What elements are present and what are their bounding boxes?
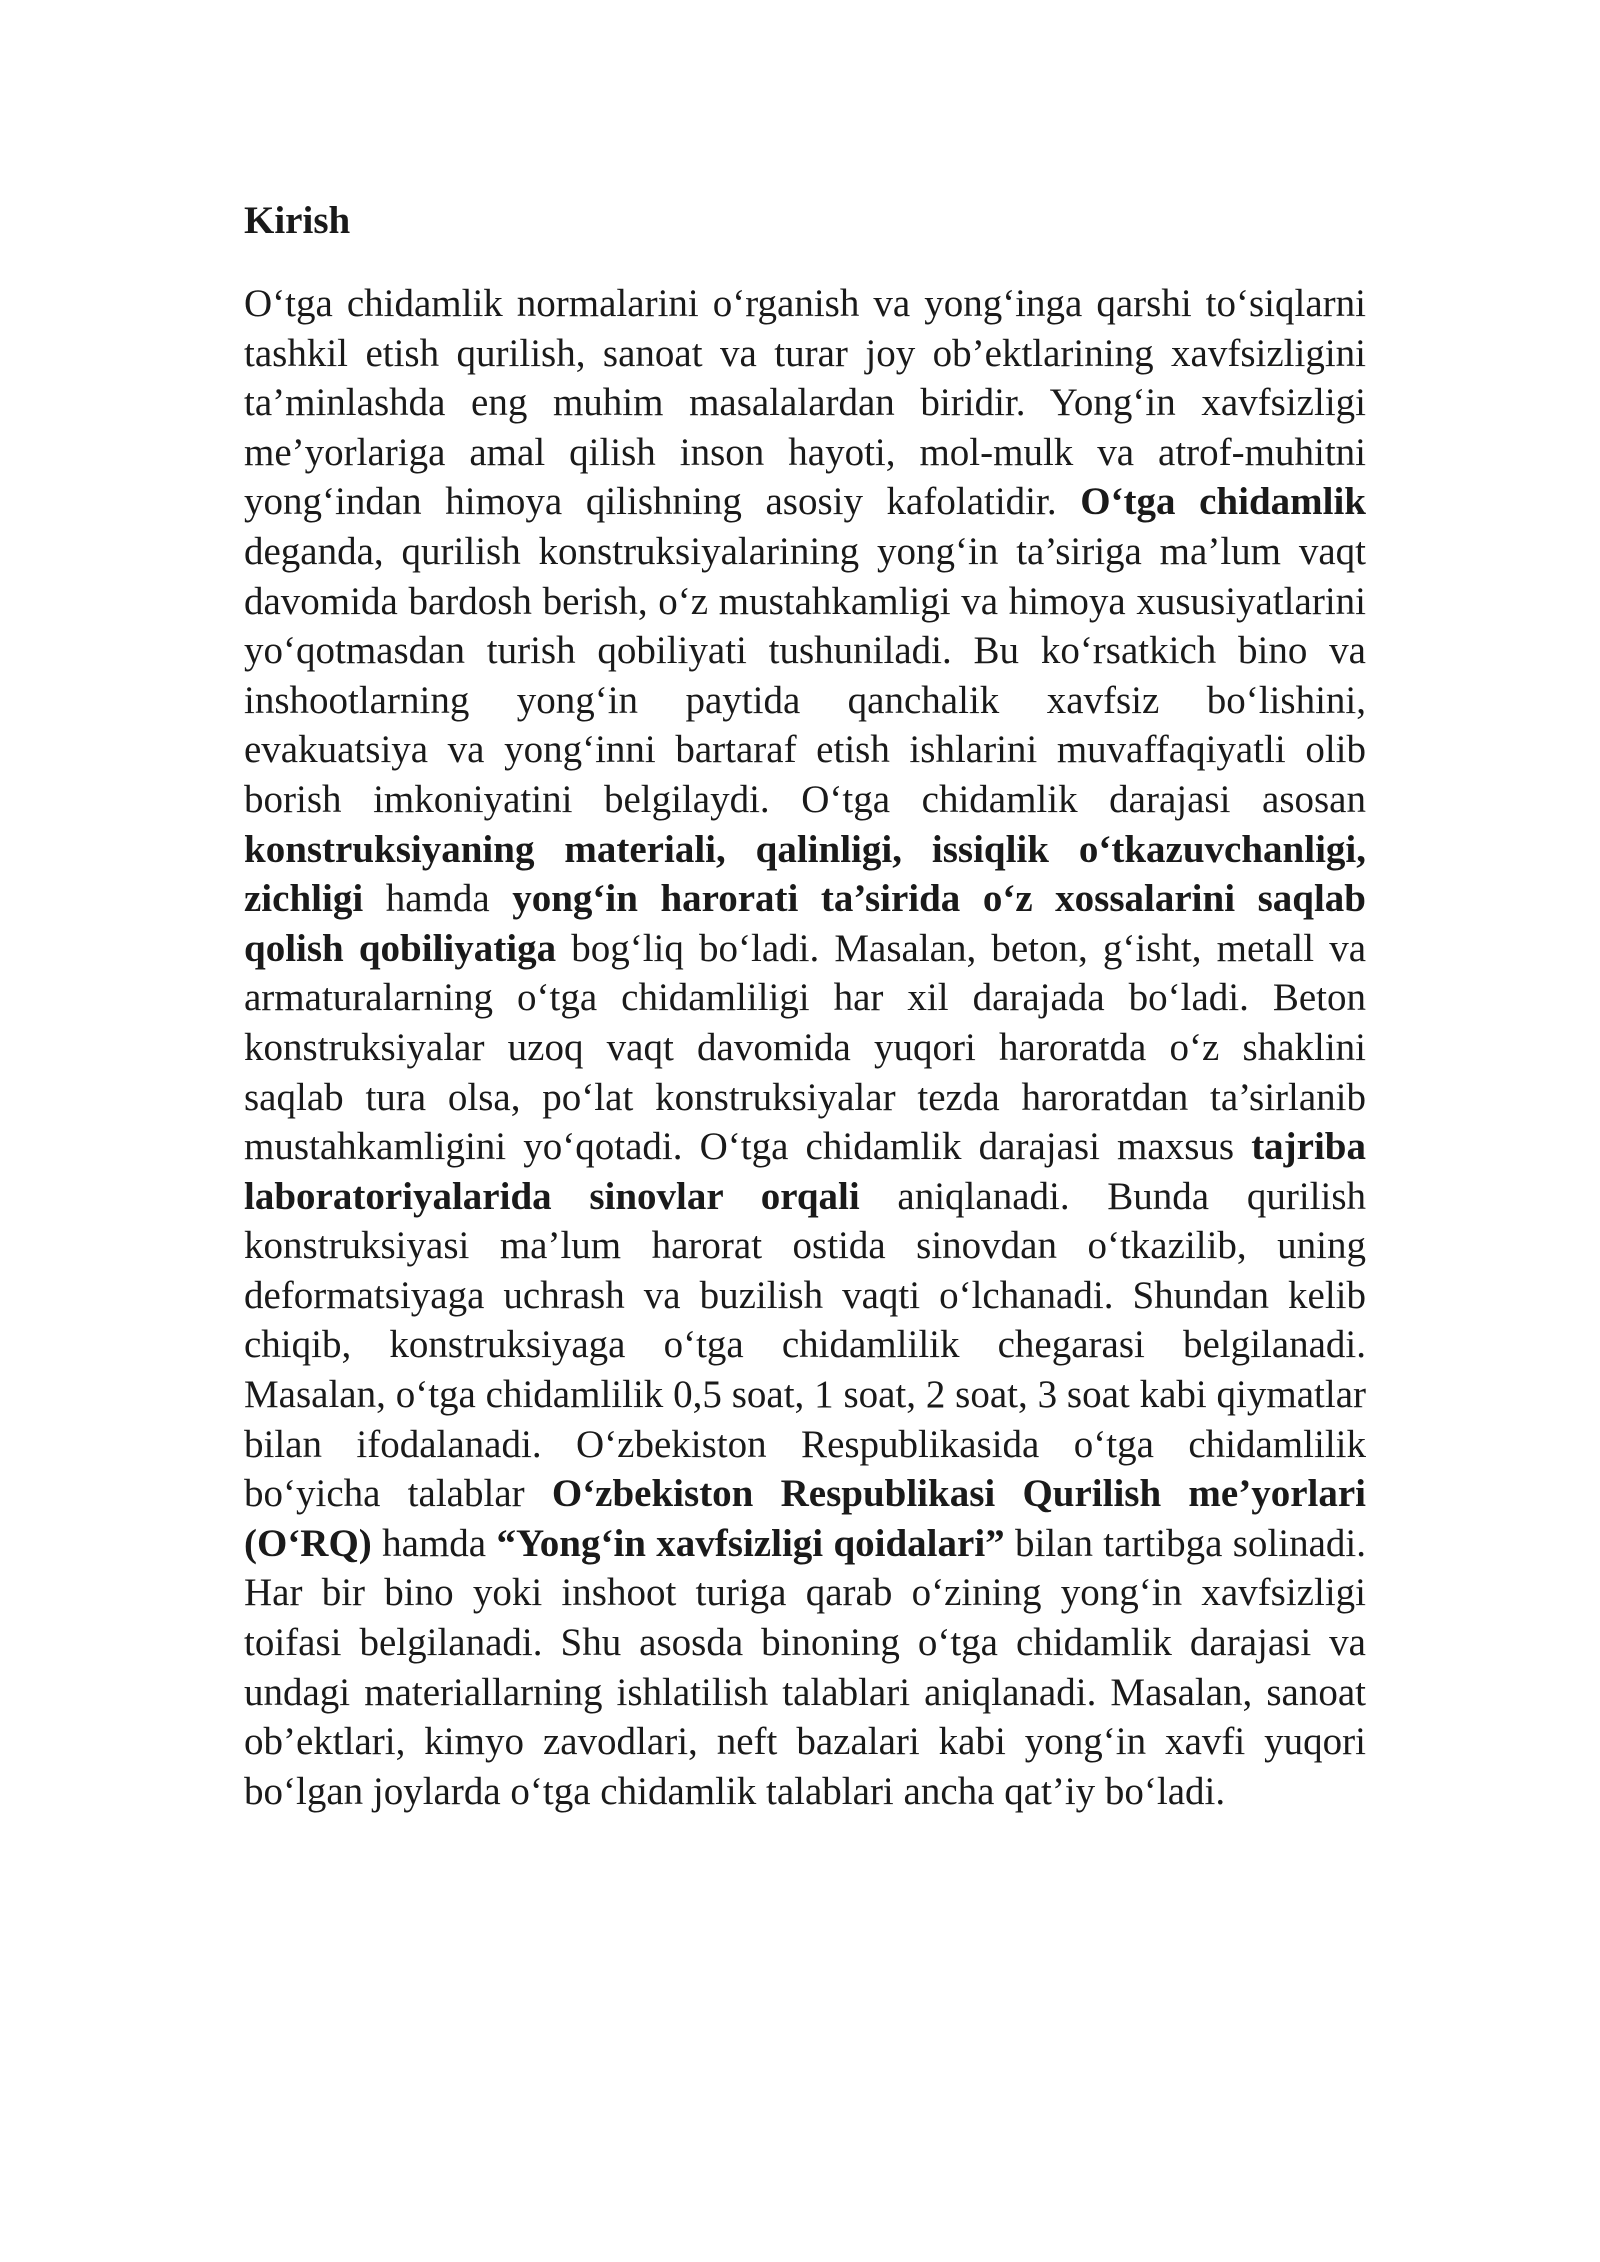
text-run: hamda: [363, 877, 513, 921]
section-heading: Kirish: [244, 199, 351, 242]
text-run: bog‘liq bo‘ladi. Masalan, beton, g‘isht, metall va armaturalarning o‘tga chidamliligi har xil darajada bo‘ladi. Beton konstruksiyalar uzoq vaqt davomida yuqori haroratda o‘z shaklini saqlab tura olsa, po‘lat konstruksiyalar tezda haroratdan ta’sirlanib mustahkamligini yo‘qotadi. O‘tga chidamlik darajasi maxsus: [244, 926, 1367, 1169]
text-run: deganda, qurilish konstruksiyalarining yong‘in ta’siriga ma’lum vaqt davomida bardosh berish, o‘z mustahkamligi va himoya xususiyatlarini yo‘qotmasdan turish qobiliyati tushuniladi. Bu ko‘rsatkich bino va inshootlarning yong‘in paytida qanchalik xavfsiz bo‘lishini, evakuatsiya va yong‘inni bartaraf etish ishlarini muvaffaqiyatli olib borish imkoniyatini belgilaydi. O‘tga chidamlik darajasi asosan: [244, 529, 1366, 821]
bold-term: O‘tga chidamlik: [1080, 480, 1366, 524]
document-content: [244, 193, 1366, 1816]
text-run: aniqlanadi. Bunda qurilish konstruksiyasi ma’lum harorat ostida sinovdan o‘tkazilib, uning deformatsiyaga uchrash va buzilish vaqti o‘lchanadi. Shundan kelib chiqib, konstruksiyaga o‘tga chidamlilik chegarasi belgilanadi. Masalan, o‘tga chidamlilik 0,5 soat, 1 soat, 2 soat, 3 soat kabi qiymatlar bilan ifodalanadi. O‘zbekiston Respublikasida o‘tga chidamlilik bo‘yicha talablar: [244, 1174, 1367, 1516]
text-run: hamda: [371, 1521, 497, 1565]
bold-term: yong‘in harorati ta’sirida o‘z xossalarini saqlab qolish qobiliyatiga: [244, 877, 1366, 970]
text-run: bilan tartibga solinadi. Har bir bino yoki inshoot turiga qarab o‘zining yong‘in xavfsizligi toifasi belgilanadi. Shu asosda binoning o‘tga chidamlik darajasi va undagi materiallarning ishlatilish talablari aniqlanadi. Masalan, sanoat ob’ektlari, kimyo zavodlari, neft bazalari kabi yong‘in xavfi yuqori bo‘lgan joylarda o‘tga chidamlik talablari ancha qat’iy bo‘ladi.: [244, 1521, 1366, 1813]
text-run: O‘tga chidamlik normalarini o‘rganish va yong‘inga qarshi to‘siqlarni tashkil etish qurilish, sanoat va turar joy ob’ektlarining xavfsizligini ta’minlashda eng muhim masalalardan biridir. Yong‘in xavfsizligi me’yorlariga amal qilish inson hayoti, mol-mulk va atrof-muhitni yong‘indan himoya qilishning asosiy kafolatidir.: [244, 282, 1366, 524]
body-paragraph: [244, 279, 1366, 1816]
bold-term: O‘zbekiston Respublikasi Qurilish me’yorlari (O‘RQ): [244, 1472, 1366, 1565]
bold-term: tajriba laboratoriyalarida sinovlar orqali: [244, 1125, 1366, 1218]
bold-term: “Yong‘in xavfsizligi qoidalari”: [496, 1521, 1005, 1565]
bold-term: konstruksiyaning materiali, qalinligi, issiqlik o‘tkazuvchanligi, zichligi: [244, 827, 1366, 921]
